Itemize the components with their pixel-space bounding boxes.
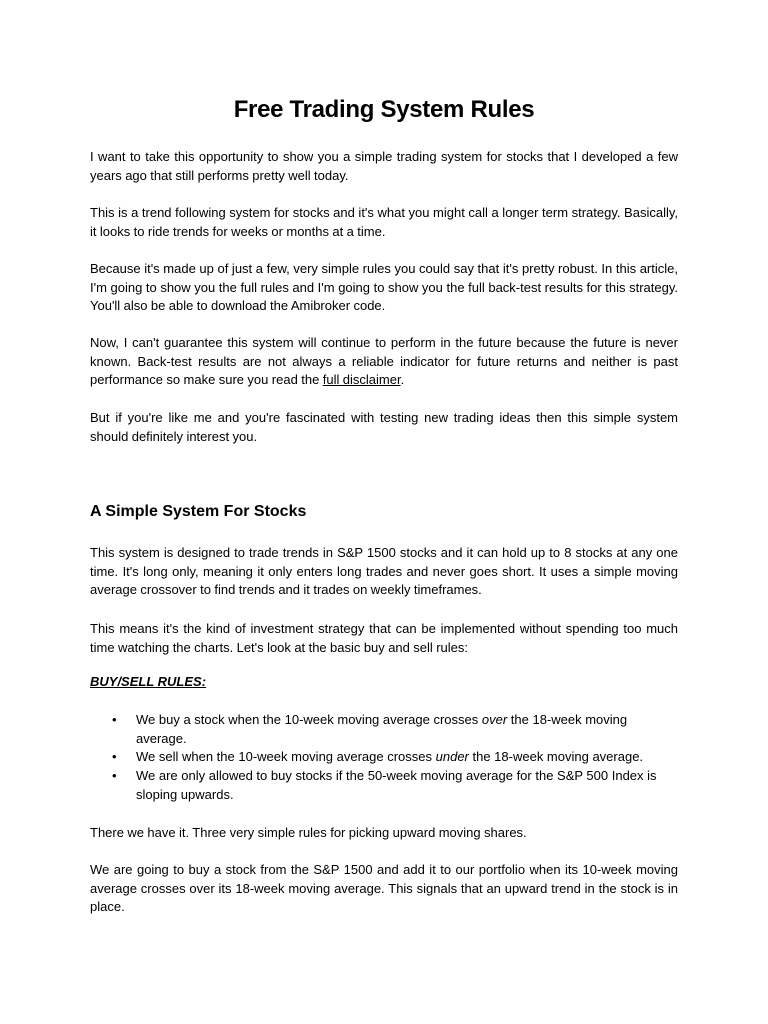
rule-item-buy — [90, 711, 678, 748]
rule-emphasis: over — [481, 712, 508, 727]
intro-paragraph-5: But if you're like me and you're fascinated with testing new trading ideas then this simple system should definitely interest you. — [90, 410, 678, 444]
rule-text: the 18-week moving average. — [136, 712, 628, 746]
section-paragraph-3: There we have it. Three very simple rules for picking upward moving shares. — [90, 825, 527, 840]
bullet-icon: • — [112, 749, 117, 765]
section-paragraph-2: This means it's the kind of investment strategy that can be implemented without spending too much time watching the charts. Let's look at the basic buy and sell rules: — [90, 621, 678, 655]
section-heading: A Simple System For Stocks — [90, 503, 307, 520]
rules-label: BUY/SELL RULES: — [90, 674, 207, 689]
full-disclaimer-link[interactable]: full disclaimer — [322, 372, 401, 388]
rule-text: We are only allowed to buy stocks if the 50-week moving average for the S&P 500 Index is sloping upwards. — [136, 768, 657, 802]
disclaimer-text: Now, I can't guarantee this system will continue to perform in the future because the future is never known. Back-test results are not always a reliable indicator for future returns and neither is past performance so make sure you read the — [90, 335, 678, 388]
intro-paragraph-1: I want to take this opportunity to show you a simple trading system for stocks that I developed a few years ago that still performs pretty well today. — [90, 149, 678, 183]
intro-paragraph-3: Because it's made up of just a few, very simple rules you could say that it's pretty robust. In this article, I'm going to show you the full rules and I'm going to show you the full back-test results for this strategy. You'll also be able to download the Amibroker code. — [90, 261, 678, 314]
page-title: Free Trading System Rules — [233, 96, 535, 123]
rule-item-sell — [90, 748, 678, 767]
rule-text: We sell when the 10-week moving average crosses — [136, 749, 436, 765]
intro-paragraph-2: This is a trend following system for stocks and it's what you might call a longer term strategy. Basically, it looks to ride trends for weeks or months at a time. — [90, 205, 678, 239]
rules-list — [90, 711, 678, 805]
bullet-icon: • — [112, 712, 117, 727]
bullet-icon: • — [112, 768, 117, 784]
disclaimer-text-end: . — [400, 372, 405, 388]
section-paragraph-1: This system is designed to trade trends in S&P 1500 stocks and it can hold up to 8 stocks at any one time. It's long only, meaning it only enters long trades and never goes short. It uses a simple moving average crossover to find trends and it trades on weekly timeframes. — [90, 545, 678, 598]
section-paragraph-4: We are going to buy a stock from the S&P 1500 and add it to our portfolio when its 10-week moving average crosses over its 18-week moving average. This signals that an upward trend in the stock is in place. — [90, 862, 678, 915]
intro-paragraph-4 — [90, 334, 678, 390]
rule-text: We buy a stock when the 10-week moving average crosses — [136, 712, 482, 727]
rule-emphasis: under — [435, 749, 469, 765]
rule-item-filter — [90, 767, 678, 804]
rule-text: the 18-week moving average. — [468, 749, 644, 765]
